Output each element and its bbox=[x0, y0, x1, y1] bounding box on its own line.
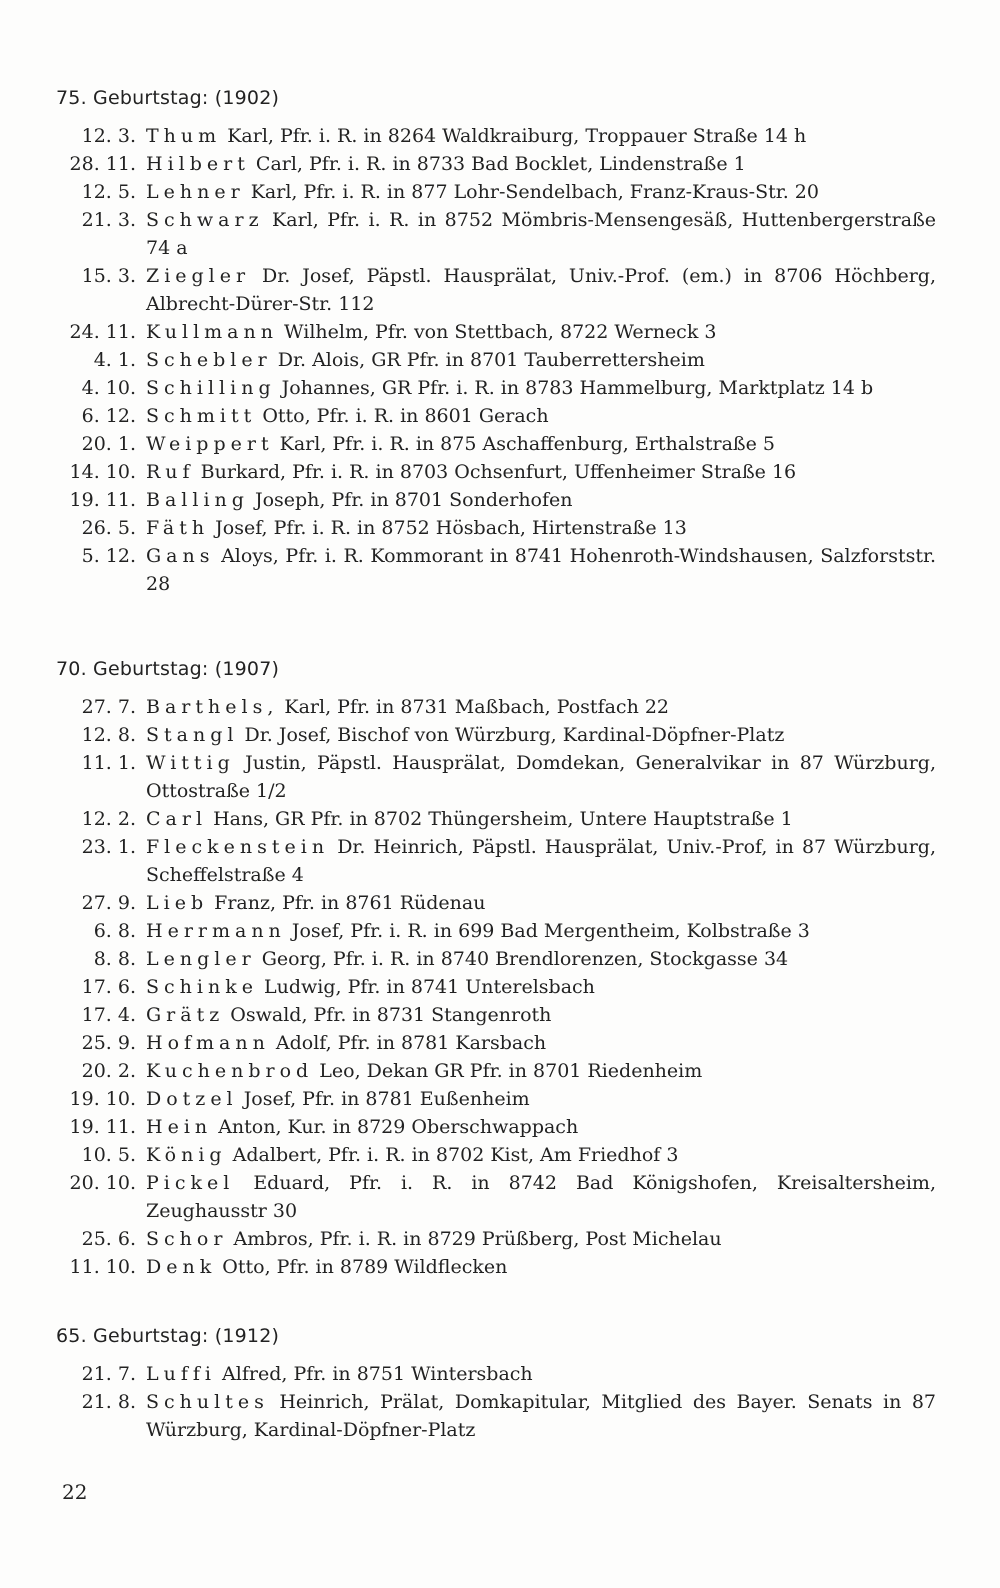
section-65 bbox=[56, 1320, 936, 1444]
entry-name: Lieb bbox=[146, 892, 209, 914]
list-item bbox=[56, 749, 936, 805]
entry-details: Josef, Pfr. in 8781 Eußenheim bbox=[243, 1088, 530, 1110]
entry-name: Gans bbox=[146, 545, 215, 567]
entry-details: Ambros, Pfr. i. R. in 8729 Prüßberg, Post Michelau bbox=[233, 1228, 722, 1250]
entry-details: Burkard, Pfr. i. R. in 8703 Ochsenfurt, Uffenheimer Straße 16 bbox=[200, 461, 797, 483]
list-item bbox=[56, 1057, 936, 1085]
list-item bbox=[56, 721, 936, 749]
entry-date: 24. 11. bbox=[69, 321, 136, 343]
entry-text bbox=[146, 402, 936, 430]
section-heading: 75. Geburtstag: (1902) bbox=[56, 87, 280, 109]
entry-date: 4. 1. bbox=[93, 349, 136, 371]
list-item bbox=[56, 889, 936, 917]
entry-text bbox=[146, 1057, 936, 1085]
entry-text bbox=[146, 262, 936, 318]
entry-details: Adolf, Pfr. in 8781 Karsbach bbox=[275, 1032, 547, 1054]
list-item bbox=[56, 402, 936, 430]
entry-name: Stangl bbox=[146, 724, 239, 746]
entry-text bbox=[146, 1169, 936, 1225]
entry-text bbox=[146, 1085, 936, 1113]
entry-date: 12. 5. bbox=[81, 181, 136, 203]
entry-text bbox=[146, 749, 936, 805]
entry-name: Ruf bbox=[146, 461, 195, 483]
entry-text bbox=[146, 1141, 936, 1169]
entry-details: Heinrich, Prälat, Domkapitular, Mitglied des Bayer. Senats in 87 Würzburg, Kardinal-Döpfner-Platz bbox=[146, 1391, 936, 1441]
entry-name: Denk bbox=[146, 1256, 217, 1278]
entry-text bbox=[146, 178, 936, 206]
entry-date: 26. 5. bbox=[81, 517, 136, 539]
entry-date: 15. 3. bbox=[81, 265, 136, 287]
list-item bbox=[56, 458, 936, 486]
entry-name: Thum bbox=[146, 125, 222, 147]
entry-date: 21. 8. bbox=[81, 1391, 136, 1413]
entry-details: Karl, Pfr. i. R. in 877 Lohr-Sendelbach, Franz-Kraus-Str. 20 bbox=[250, 181, 819, 203]
list-item bbox=[56, 1253, 936, 1281]
entry-name: Carl bbox=[146, 808, 208, 830]
list-item bbox=[56, 693, 936, 721]
entry-details: Johannes, GR Pfr. i. R. in 8783 Hammelburg, Marktplatz 14 b bbox=[281, 377, 874, 399]
entry-details: Franz, Pfr. in 8761 Rüdenau bbox=[214, 892, 486, 914]
list-item bbox=[56, 150, 936, 178]
list-item bbox=[56, 833, 936, 889]
entry-date: 14. 10. bbox=[69, 461, 136, 483]
entry-name: Hofmann bbox=[146, 1032, 270, 1054]
entry-name: Schilling bbox=[146, 377, 276, 399]
list-item bbox=[56, 346, 936, 374]
entry-name: Ziegler bbox=[146, 265, 251, 287]
entry-name: Schinke bbox=[146, 976, 258, 998]
entry-text bbox=[146, 833, 936, 889]
entry-text bbox=[146, 374, 936, 402]
entry-date: 4. 10. bbox=[81, 377, 136, 399]
entry-details: Wilhelm, Pfr. von Stettbach, 8722 Werneck 3 bbox=[284, 321, 717, 343]
entry-name: Lehner bbox=[146, 181, 245, 203]
list-item bbox=[56, 973, 936, 1001]
entry-name: Weippert bbox=[146, 433, 274, 455]
entry-date: 20. 10. bbox=[69, 1172, 136, 1194]
entry-date: 28. 11. bbox=[69, 153, 136, 175]
entry-details: Karl, Pfr. i. R. in 875 Aschaffenburg, Erthalstraße 5 bbox=[279, 433, 775, 455]
entry-details: Hans, GR Pfr. in 8702 Thüngersheim, Untere Hauptstraße 1 bbox=[213, 808, 793, 830]
entry-text bbox=[146, 542, 936, 598]
list-item bbox=[56, 1113, 936, 1141]
list-item bbox=[56, 805, 936, 833]
entry-text bbox=[146, 150, 936, 178]
entry-details: Alfred, Pfr. in 8751 Wintersbach bbox=[222, 1363, 533, 1385]
entry-date: 6. 8. bbox=[93, 920, 136, 942]
entry-name: Pickel bbox=[146, 1172, 235, 1194]
entry-name: Balling bbox=[146, 489, 249, 511]
list-item bbox=[56, 430, 936, 458]
entry-date: 27. 7. bbox=[81, 696, 136, 718]
entry-date: 10. 5. bbox=[81, 1144, 136, 1166]
list-item bbox=[56, 1225, 936, 1253]
entry-details: Anton, Kur. in 8729 Oberschwappach bbox=[218, 1116, 579, 1138]
entry-text bbox=[146, 122, 936, 150]
list-item bbox=[56, 1388, 936, 1444]
entry-details: Dr. Josef, Bischof von Würzburg, Kardinal-Döpfner-Platz bbox=[244, 724, 785, 746]
entry-date: 19. 11. bbox=[69, 489, 136, 511]
list-item bbox=[56, 1169, 936, 1225]
list-item bbox=[56, 1001, 936, 1029]
entry-details: Josef, Pfr. i. R. in 8752 Hösbach, Hirtenstraße 13 bbox=[215, 517, 687, 539]
entry-name: Luffi bbox=[146, 1363, 216, 1385]
entry-name: Lengler bbox=[146, 948, 256, 970]
entry-text bbox=[146, 1029, 936, 1057]
list-item bbox=[56, 122, 936, 150]
entry-text bbox=[146, 973, 936, 1001]
entry-text bbox=[146, 945, 936, 973]
list-item bbox=[56, 1360, 936, 1388]
entry-date: 8. 8. bbox=[93, 948, 136, 970]
section-heading: 65. Geburtstag: (1912) bbox=[56, 1325, 280, 1347]
entry-text bbox=[146, 693, 936, 721]
entry-details: Josef, Pfr. i. R. in 699 Bad Mergentheim, Kolbstraße 3 bbox=[291, 920, 810, 942]
entry-text bbox=[146, 1113, 936, 1141]
page-number: 22 bbox=[62, 1480, 88, 1504]
entry-name: Schwarz bbox=[146, 209, 264, 231]
entry-name: Schultes bbox=[146, 1391, 269, 1413]
entry-name: Wittig bbox=[146, 752, 235, 774]
entry-date: 23. 1. bbox=[81, 836, 136, 858]
entry-details: Leo, Dekan GR Pfr. in 8701 Riedenheim bbox=[319, 1060, 703, 1082]
entry-date: 12. 8. bbox=[81, 724, 136, 746]
entry-name: Schmitt bbox=[146, 405, 257, 427]
list-item bbox=[56, 1029, 936, 1057]
entry-name: Hilbert bbox=[146, 153, 250, 175]
entry-name: König bbox=[146, 1144, 227, 1166]
list-item bbox=[56, 514, 936, 542]
entry-text bbox=[146, 1360, 936, 1388]
entry-text bbox=[146, 458, 936, 486]
section-75 bbox=[56, 82, 936, 598]
entry-date: 19. 10. bbox=[69, 1088, 136, 1110]
list-item bbox=[56, 945, 936, 973]
entry-text bbox=[146, 1388, 936, 1444]
entry-details: Dr. Alois, GR Pfr. in 8701 Tauberrettersheim bbox=[277, 349, 705, 371]
entry-text bbox=[146, 486, 936, 514]
entry-name: Dotzel bbox=[146, 1088, 238, 1110]
entry-details: Adalbert, Pfr. i. R. in 8702 Kist, Am Friedhof 3 bbox=[232, 1144, 679, 1166]
entry-name: Fäth bbox=[146, 517, 210, 539]
entry-details: Ludwig, Pfr. in 8741 Unterelsbach bbox=[264, 976, 595, 998]
entry-date: 20. 1. bbox=[81, 433, 136, 455]
entry-date: 11. 1. bbox=[81, 752, 136, 774]
list-item bbox=[56, 318, 936, 346]
section-70 bbox=[56, 653, 936, 1281]
list-item bbox=[56, 206, 936, 262]
entry-name: Kullmann bbox=[146, 321, 278, 343]
entry-list bbox=[56, 122, 936, 598]
entry-details: Georg, Pfr. i. R. in 8740 Brendlorenzen, Stockgasse 34 bbox=[261, 948, 789, 970]
entry-date: 17. 6. bbox=[81, 976, 136, 998]
entry-text bbox=[146, 889, 936, 917]
entry-name: Barthels, bbox=[146, 696, 279, 718]
entry-name: Herrmann bbox=[146, 920, 286, 942]
entry-date: 21. 7. bbox=[81, 1363, 136, 1385]
entry-details: Aloys, Pfr. i. R. Kommorant in 8741 Hohenroth-Windshausen, Salzforststr. 28 bbox=[146, 545, 937, 595]
list-item bbox=[56, 178, 936, 206]
entry-date: 19. 11. bbox=[69, 1116, 136, 1138]
entry-date: 11. 10. bbox=[69, 1256, 136, 1278]
entry-name: Kuchenbrod bbox=[146, 1060, 314, 1082]
entry-date: 12. 2. bbox=[81, 808, 136, 830]
entry-text bbox=[146, 346, 936, 374]
entry-details: Otto, Pfr. i. R. in 8601 Gerach bbox=[262, 405, 549, 427]
entry-name: Grätz bbox=[146, 1004, 225, 1026]
entry-date: 6. 12. bbox=[81, 405, 136, 427]
section-heading: 70. Geburtstag: (1907) bbox=[56, 658, 280, 680]
entry-date: 17. 4. bbox=[81, 1004, 136, 1026]
entry-text bbox=[146, 430, 936, 458]
list-item bbox=[56, 486, 936, 514]
entry-list bbox=[56, 693, 936, 1281]
entry-date: 21. 3. bbox=[81, 209, 136, 231]
entry-date: 12. 3. bbox=[81, 125, 136, 147]
entry-name: Fleckenstein bbox=[146, 836, 330, 858]
entry-text bbox=[146, 917, 936, 945]
entry-details: Karl, Pfr. i. R. in 8264 Waldkraiburg, Troppauer Straße 14 h bbox=[227, 125, 807, 147]
entry-date: 25. 9. bbox=[81, 1032, 136, 1054]
entry-details: Carl, Pfr. i. R. in 8733 Bad Bocklet, Lindenstraße 1 bbox=[255, 153, 746, 175]
entry-details: Dr. Josef, Päpstl. Hausprälat, Univ.-Prof. (em.) in 8706 Höchberg, Albrecht-Dürer-Str. 112 bbox=[146, 265, 936, 315]
list-item bbox=[56, 262, 936, 318]
entry-details: Justin, Päpstl. Hausprälat, Domdekan, Generalvikar in 87 Würzburg, Ottostraße 1/2 bbox=[146, 752, 936, 802]
entry-details: Karl, Pfr. in 8731 Maßbach, Postfach 22 bbox=[284, 696, 670, 718]
entry-details: Joseph, Pfr. in 8701 Sonderhofen bbox=[254, 489, 573, 511]
entry-name: Schor bbox=[146, 1228, 228, 1250]
entry-text bbox=[146, 721, 936, 749]
entry-list bbox=[56, 1360, 936, 1444]
entry-details: Oswald, Pfr. in 8731 Stangenroth bbox=[230, 1004, 552, 1026]
entry-name: Hein bbox=[146, 1116, 213, 1138]
entry-text bbox=[146, 206, 936, 262]
list-item bbox=[56, 1141, 936, 1169]
entry-name: Schebler bbox=[146, 349, 272, 371]
entry-details: Karl, Pfr. i. R. in 8752 Mömbris-Mensengesäß, Huttenbergerstraße 74 a bbox=[146, 209, 937, 259]
list-item bbox=[56, 917, 936, 945]
entry-details: Otto, Pfr. in 8789 Wildflecken bbox=[222, 1256, 508, 1278]
entry-date: 27. 9. bbox=[81, 892, 136, 914]
entry-text bbox=[146, 805, 936, 833]
entry-text bbox=[146, 514, 936, 542]
entry-date: 20. 2. bbox=[81, 1060, 136, 1082]
entry-date: 5. 12. bbox=[81, 545, 136, 567]
list-item bbox=[56, 1085, 936, 1113]
entry-details: Dr. Heinrich, Päpstl. Hausprälat, Univ.-Prof, in 87 Würzburg, Scheffelstraße 4 bbox=[146, 836, 936, 886]
entry-details: Eduard, Pfr. i. R. in 8742 Bad Königshofen, Kreisaltersheim, Zeughausstr 30 bbox=[146, 1172, 936, 1222]
entry-text bbox=[146, 1253, 936, 1281]
list-item bbox=[56, 374, 936, 402]
entry-date: 25. 6. bbox=[81, 1228, 136, 1250]
entry-text bbox=[146, 1225, 936, 1253]
list-item bbox=[56, 542, 936, 598]
entry-text bbox=[146, 1001, 936, 1029]
entry-text bbox=[146, 318, 936, 346]
